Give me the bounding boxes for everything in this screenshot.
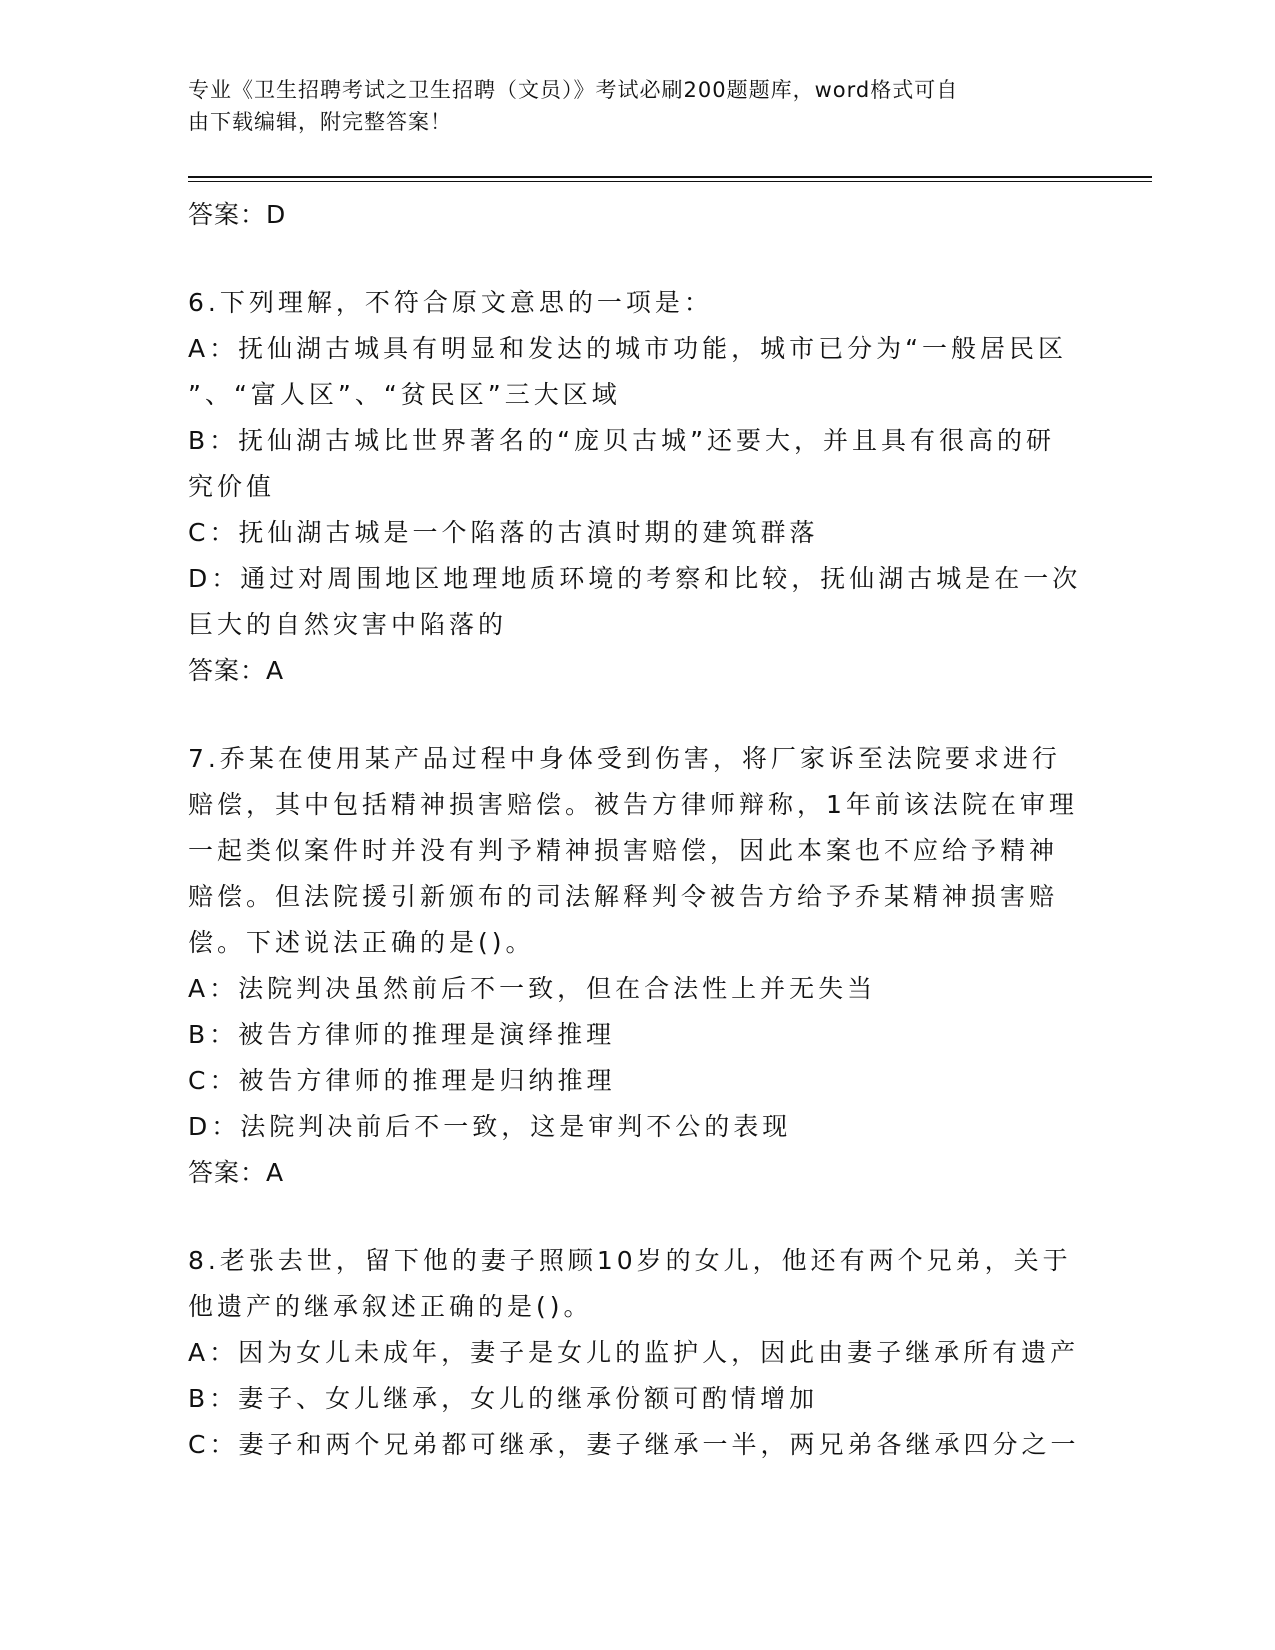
header-line-2: 由下载编辑，附完整答案！ xyxy=(188,110,452,134)
spacer xyxy=(188,238,1088,280)
question-7-stem-line4: 赔偿。但法院援引新颁布的司法解释判令被告方给予乔某精神损害赔 xyxy=(188,882,1059,911)
question-7-stem-line3: 一起类似案件时并没有判予精神损害赔偿，因此本案也不应给予精神 xyxy=(188,836,1059,865)
question-7-option-a: A：法院判决虽然前后不一致，但在合法性上并无失当 xyxy=(188,974,877,1003)
question-6-option-c: C：抚仙湖古城是一个陷落的古滇时期的建筑群落 xyxy=(188,518,819,547)
question-6 xyxy=(188,280,1088,694)
document-body xyxy=(188,192,1088,1468)
question-6-option-a-line2: ”、“富人区”、“贫民区”三大区域 xyxy=(188,380,621,409)
answer-q5: 答案：D xyxy=(188,200,287,229)
question-7-option-d: D：法院判决前后不一致，这是审判不公的表现 xyxy=(188,1112,792,1141)
document-header xyxy=(188,74,1068,138)
spacer xyxy=(188,1196,1088,1238)
question-8-option-c: C：妻子和两个兄弟都可继承，妻子继承一半，两兄弟各继承四分之一 xyxy=(188,1430,1080,1459)
spacer xyxy=(188,694,1088,736)
question-6-option-b-line1: B：抚仙湖古城比世界著名的“庞贝古城”还要大，并且具有很高的研 xyxy=(188,426,1056,455)
answer-q6: 答案：A xyxy=(188,656,285,685)
question-7-option-b: B：被告方律师的推理是演绎推理 xyxy=(188,1020,616,1049)
header-rule-thick xyxy=(188,176,1152,178)
question-7-stem-line5: 偿。下述说法正确的是()。 xyxy=(188,928,535,957)
question-6-option-d-line2: 巨大的自然灾害中陷落的 xyxy=(188,610,508,639)
question-7-stem-line1: 7.乔某在使用某产品过程中身体受到伤害，将厂家诉至法院要求进行 xyxy=(188,744,1061,773)
question-8-option-a: A：因为女儿未成年，妻子是女儿的监护人，因此由妻子继承所有遗产 xyxy=(188,1338,1080,1367)
question-6-option-d-line1: D：通过对周围地区地理地质环境的考察和比较，抚仙湖古城是在一次 xyxy=(188,564,1082,593)
question-7-stem-line2: 赔偿，其中包括精神损害赔偿。被告方律师辩称，1年前该法院在审理 xyxy=(188,790,1078,819)
question-8-stem-line1: 8.老张去世，留下他的妻子照顾10岁的女儿，他还有两个兄弟，关于 xyxy=(188,1246,1072,1275)
header-line-1: 专业《卫生招聘考试之卫生招聘（文员）》考试必刷200题题库，word格式可自 xyxy=(188,78,959,102)
header-rule-thin xyxy=(188,181,1152,182)
question-8-option-b: B：妻子、女儿继承，女儿的继承份额可酌情增加 xyxy=(188,1384,819,1413)
question-6-stem: 6.下列理解，不符合原文意思的一项是： xyxy=(188,288,713,317)
question-7 xyxy=(188,736,1088,1196)
question-8 xyxy=(188,1238,1088,1468)
question-8-stem-line2: 他遗产的继承叙述正确的是()。 xyxy=(188,1292,593,1321)
question-6-option-b-line2: 究价值 xyxy=(188,472,276,501)
answer-q7: 答案：A xyxy=(188,1158,285,1187)
question-6-option-a-line1: A：抚仙湖古城具有明显和发达的城市功能，城市已分为“一般居民区 xyxy=(188,334,1068,363)
question-7-option-c: C：被告方律师的推理是归纳推理 xyxy=(188,1066,616,1095)
